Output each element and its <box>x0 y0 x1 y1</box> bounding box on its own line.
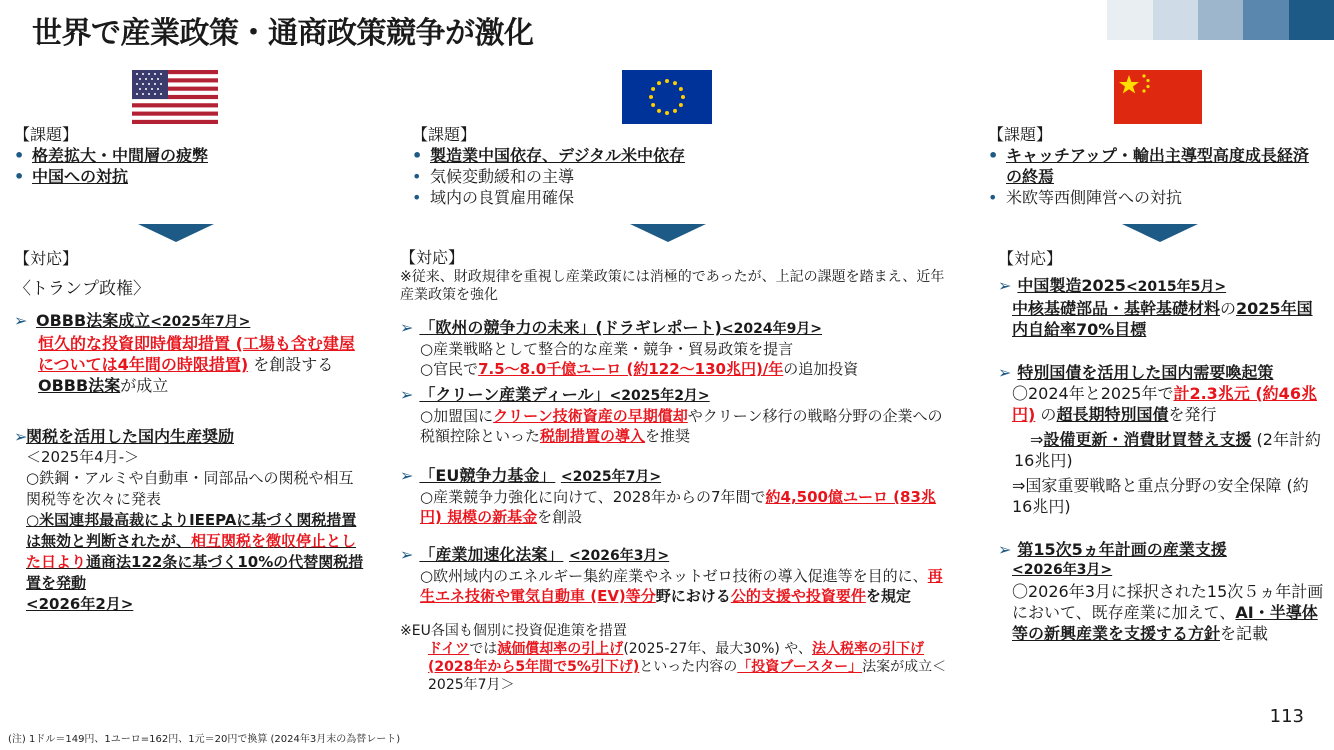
eu-deal-text2: やクリーン移行の戦略分野の企業への税額控除といった <box>420 407 943 445</box>
cn-item-five-year-plan: ➢ 第15次5ヵ年計画の産業支援 <box>998 540 1227 559</box>
eu-draghi-line1: ○産業戦略として整合的な産業・競争・貿易政策を提言 <box>420 340 794 358</box>
cn-bond-red: 計2.3兆元 (約46兆円) <box>1012 384 1317 424</box>
eu-issue-label: 【課題】 <box>412 125 477 144</box>
eu-deal-text: ○加盟国に <box>420 407 494 425</box>
eu-accel-text2: 野における <box>655 587 731 605</box>
us-down-arrow-icon <box>138 224 214 242</box>
cn-bond-support: 設備更新・消費財買替え支援 <box>1043 430 1252 449</box>
cn-down-arrow-icon <box>1122 224 1198 242</box>
eu-deal-end: を推奨 <box>645 427 691 445</box>
eu-note-red2: 減価償却率の引上げ <box>497 641 624 657</box>
us-column <box>14 124 364 187</box>
cn-item-special-bond: ➢ 特別国債を活用した国内需要喚起策 <box>998 363 1274 382</box>
eu-issue-item: • 気候変動緩和の主導 <box>412 167 575 186</box>
cn-response-label: 【対応】 <box>998 249 1063 268</box>
cn-bond-arrow: ⇒ <box>1030 430 1044 449</box>
cn-plan-bold: AI・半導体等の新興産業を支援する方針 <box>1012 603 1318 643</box>
cn-issue-item: • キャッチアップ・輸出主導型高度成長経済の終焉 <box>988 146 1309 186</box>
cn-plan-text: 〇2026年3月に採択された15次５ヵ年計画において、既存産業に加えて、 <box>1012 582 1324 622</box>
eu-issue-item: • 製造業中国依存、デジタル米中依存 <box>412 146 686 165</box>
eu-fund-text: ○産業競争力強化に向けて、2028年からの7年間で <box>420 488 766 506</box>
eu-fund-red: 約4,500億ユーロ (83兆円) 規模の新基金 <box>420 488 936 526</box>
cn-bond-bold: 超長期特別国債 <box>1056 405 1169 424</box>
eu-issue-item: • 域内の良質雇用確保 <box>412 188 575 207</box>
us-tariff-date2: <2026年2月> <box>26 595 134 613</box>
eu-note-text3: といった内容の <box>639 659 738 675</box>
cn-column <box>988 124 1324 208</box>
china-flag-icon <box>1114 70 1202 124</box>
eu-accel-text: ○欧州域内のエネルギー集約産業やネットゼロ技術の導入促進等を目的に、 <box>420 567 928 585</box>
eu-item-fund: ➢ 「EU競争力基金」 <2025年7月> <box>400 466 662 485</box>
eu-item-draghi: ➢ 「欧州の競争力の未来」(ドラギレポート)<2024年9月> <box>400 318 823 337</box>
eu-note-red1: ドイツ <box>428 641 470 657</box>
cn-bond-text: 〇2024年と2025年で <box>1012 384 1174 403</box>
cn-mic-text: 中核基礎部品・基幹基礎材料 <box>1012 299 1221 318</box>
eu-draghi-end: の追加投資 <box>783 360 859 378</box>
us-issue-item: • 格差拡大・中間層の疲弊 <box>14 146 209 165</box>
cn-bond-particle: の <box>1040 405 1057 424</box>
eu-deal-red2: 税制措置の導入 <box>540 427 646 445</box>
footnote: (注) 1ドル＝149円、1ユーロ=162円、1元＝20円で換算 (2024年3月末の為替レート) <box>8 734 401 745</box>
cn-plan-date: <2026年3月> <box>1012 562 1113 578</box>
eu-deal-red1: クリーン技術資産の早期償却 <box>493 407 688 425</box>
us-obbb-end: が成立 <box>120 376 169 395</box>
eu-accel-red2: 公的支援や投資要件 <box>730 587 866 605</box>
us-tariff-red: 相互関税を徴収停止とした日より <box>26 532 357 571</box>
us-response-label: 【対応】 <box>14 249 79 268</box>
us-obbb-bold: OBBB法案 <box>38 376 121 395</box>
cn-issue-label: 【課題】 <box>988 125 1053 144</box>
eu-fund-end: を創設 <box>537 508 583 526</box>
eu-response-label: 【対応】 <box>400 248 465 267</box>
eu-accel-end: を規定 <box>865 587 911 605</box>
eu-flag-icon <box>622 70 712 124</box>
eu-item-accel: ➢ 「産業加速化法案」 <2026年3月> <box>400 545 670 564</box>
us-response <box>14 248 364 615</box>
us-flag-icon <box>132 70 218 124</box>
cn-bond-security: ⇒国家重要戦略と重点分野の安全保障 (約16兆円) <box>1012 476 1309 516</box>
eu-note: ※従来、財政規律を重視し産業政策には消極的であったが、上記の課題を踏まえ、近年産業政策を強化 <box>400 269 945 303</box>
us-tariff-bold: ○米国連邦最高裁によりIEEPAに基づく関税措置は無効と判断されたが、 <box>26 511 357 550</box>
us-item-tariff: ➢ 関税を活用した国内生産奨励 <box>14 427 235 446</box>
us-administration: 〈トランプ政権〉 <box>14 279 150 299</box>
header-decoration <box>1062 0 1334 40</box>
cn-issue-item: • 米欧等西側陣営への対抗 <box>988 188 1183 207</box>
us-obbb-red: 恒久的な投資即時償却措置 (工場も含む建屋については4年間の時限措置) <box>38 334 355 374</box>
eu-note-red4: 「投資ブースター」 <box>737 659 863 675</box>
us-tariff-bold2: 通商法122条に基づく10%の代替関税措置を発動 <box>26 553 364 592</box>
eu-note-end: 法案が成立＜2025年7月＞ <box>428 659 947 693</box>
eu-draghi-text: ○官民で <box>420 360 479 378</box>
us-issue-label: 【課題】 <box>14 125 79 144</box>
us-obbb-text: を創設する <box>253 355 334 374</box>
eu-column <box>412 124 952 208</box>
page-title: 世界で産業政策・通商政策競争が激化 <box>32 16 534 51</box>
eu-draghi-red: 7.5～8.0千億ユーロ (約122～130兆円)/年 <box>478 360 784 378</box>
us-item-obbb: ➢ OBBB法案成立<2025年7月> <box>14 311 251 330</box>
us-issue-item: • 中国への対抗 <box>14 167 129 186</box>
eu-member-note: ※EU各国も個別に投資促進策を措置 <box>400 623 627 639</box>
cn-response <box>998 248 1326 644</box>
eu-accel-red1: 再生エネ技術や電気自動車 (EV)等分 <box>420 567 943 605</box>
page-number: 113 <box>1269 706 1304 727</box>
us-tariff-date: ＜2025年4月-＞ <box>26 448 140 466</box>
cn-item-made-in-china: ➢ 中国製造2025<2015年5月> <box>998 276 1227 295</box>
cn-bond-end: を発行 <box>1168 405 1217 424</box>
eu-note-red3: 法人税率の引下げ (2028年から5年間で5%引下げ) <box>428 641 925 675</box>
cn-plan-end: を記載 <box>1220 624 1269 643</box>
eu-response <box>400 248 952 694</box>
cn-mic-target: 2025年国内自給率70%目標 <box>1012 299 1313 339</box>
eu-note-text: では <box>469 641 498 657</box>
eu-down-arrow-icon <box>630 224 706 242</box>
cn-bond-amount: (2年計約16兆円) <box>1014 430 1321 470</box>
cn-mic-particle: の <box>1220 299 1237 318</box>
eu-item-clean-deal: ➢ 「クリーン産業ディール」<2025年2月> <box>400 385 710 404</box>
us-tariff-text: ○鉄鋼・アルミや自動車・同部品への関税や相互関税等を次々に発表 <box>26 469 354 508</box>
eu-note-text2: (2025-27年、最大30%) や、 <box>623 641 813 657</box>
